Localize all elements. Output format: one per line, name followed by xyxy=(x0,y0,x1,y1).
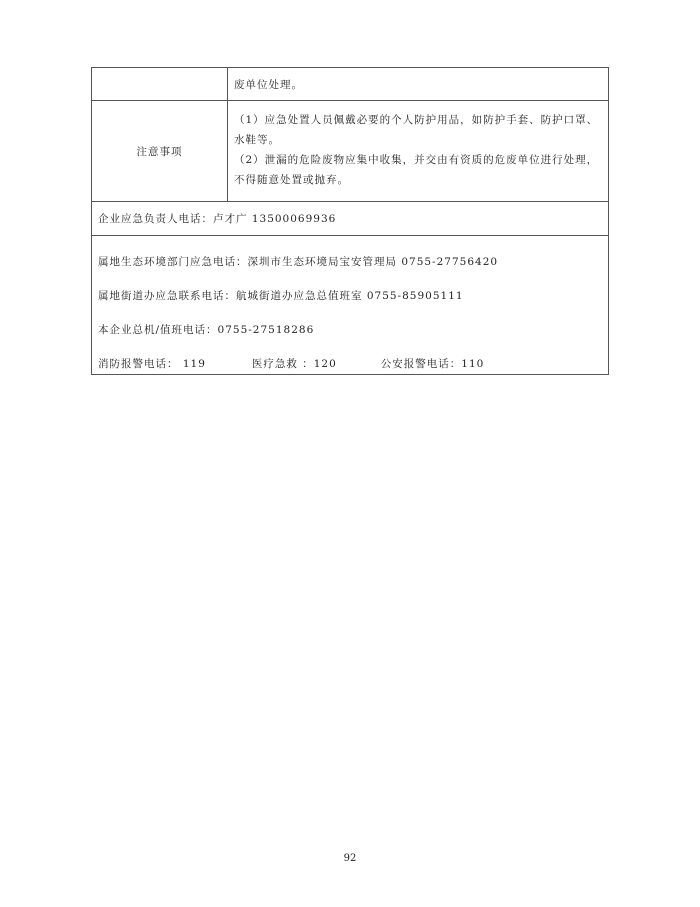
police-alarm-phone: 公安报警电话：110 xyxy=(380,357,485,370)
notes-content xyxy=(228,101,608,201)
page-number: 92 xyxy=(343,853,357,864)
table-row-emergency-person xyxy=(92,202,608,236)
table-row-continuation xyxy=(92,68,608,101)
contact-line-company-duty xyxy=(98,312,602,346)
company-duty-phone: 本企业总机/值班电话：0755-27518286 xyxy=(98,323,315,336)
empty-label-cell xyxy=(92,68,228,100)
contact-line-street-office xyxy=(98,278,602,312)
contact-line-emergency-numbers xyxy=(98,346,602,380)
note-item-2-line-2: 不得随意处置或抛弃。 xyxy=(234,174,349,186)
fire-alarm-phone: 消防报警电话： 119 xyxy=(98,357,206,370)
table-row-notes xyxy=(92,101,608,202)
note-item-1-line-2: 水鞋等。 xyxy=(234,134,280,146)
street-office-phone: 属地街道办应急联系电话：航城街道办应急总值班室 0755-85905111 xyxy=(98,289,464,302)
note-item-2-line-1: （2）泄漏的危险废物应集中收集，并交由有资质的危废单位进行处理， xyxy=(234,154,599,166)
continuation-text: 废单位处理。 xyxy=(234,79,303,91)
table-row-contacts xyxy=(92,236,608,374)
note-item-1-line-1: （1）应急处置人员佩戴必要的个人防护用品，如防护手套、防护口罩、 xyxy=(234,114,599,126)
medical-emergency-phone: 医疗急救 ：120 xyxy=(251,357,337,370)
emergency-info-table xyxy=(91,67,609,375)
contact-line-eco-dept xyxy=(98,244,602,278)
eco-dept-phone: 属地生态环境部门应急电话：深圳市生态环境局宝安管理局 0755-27756420 xyxy=(98,255,499,268)
emergency-person-phone: 企业应急负责人电话：卢才广 13500069936 xyxy=(98,213,337,225)
notes-label: 注意事项 xyxy=(92,101,228,201)
